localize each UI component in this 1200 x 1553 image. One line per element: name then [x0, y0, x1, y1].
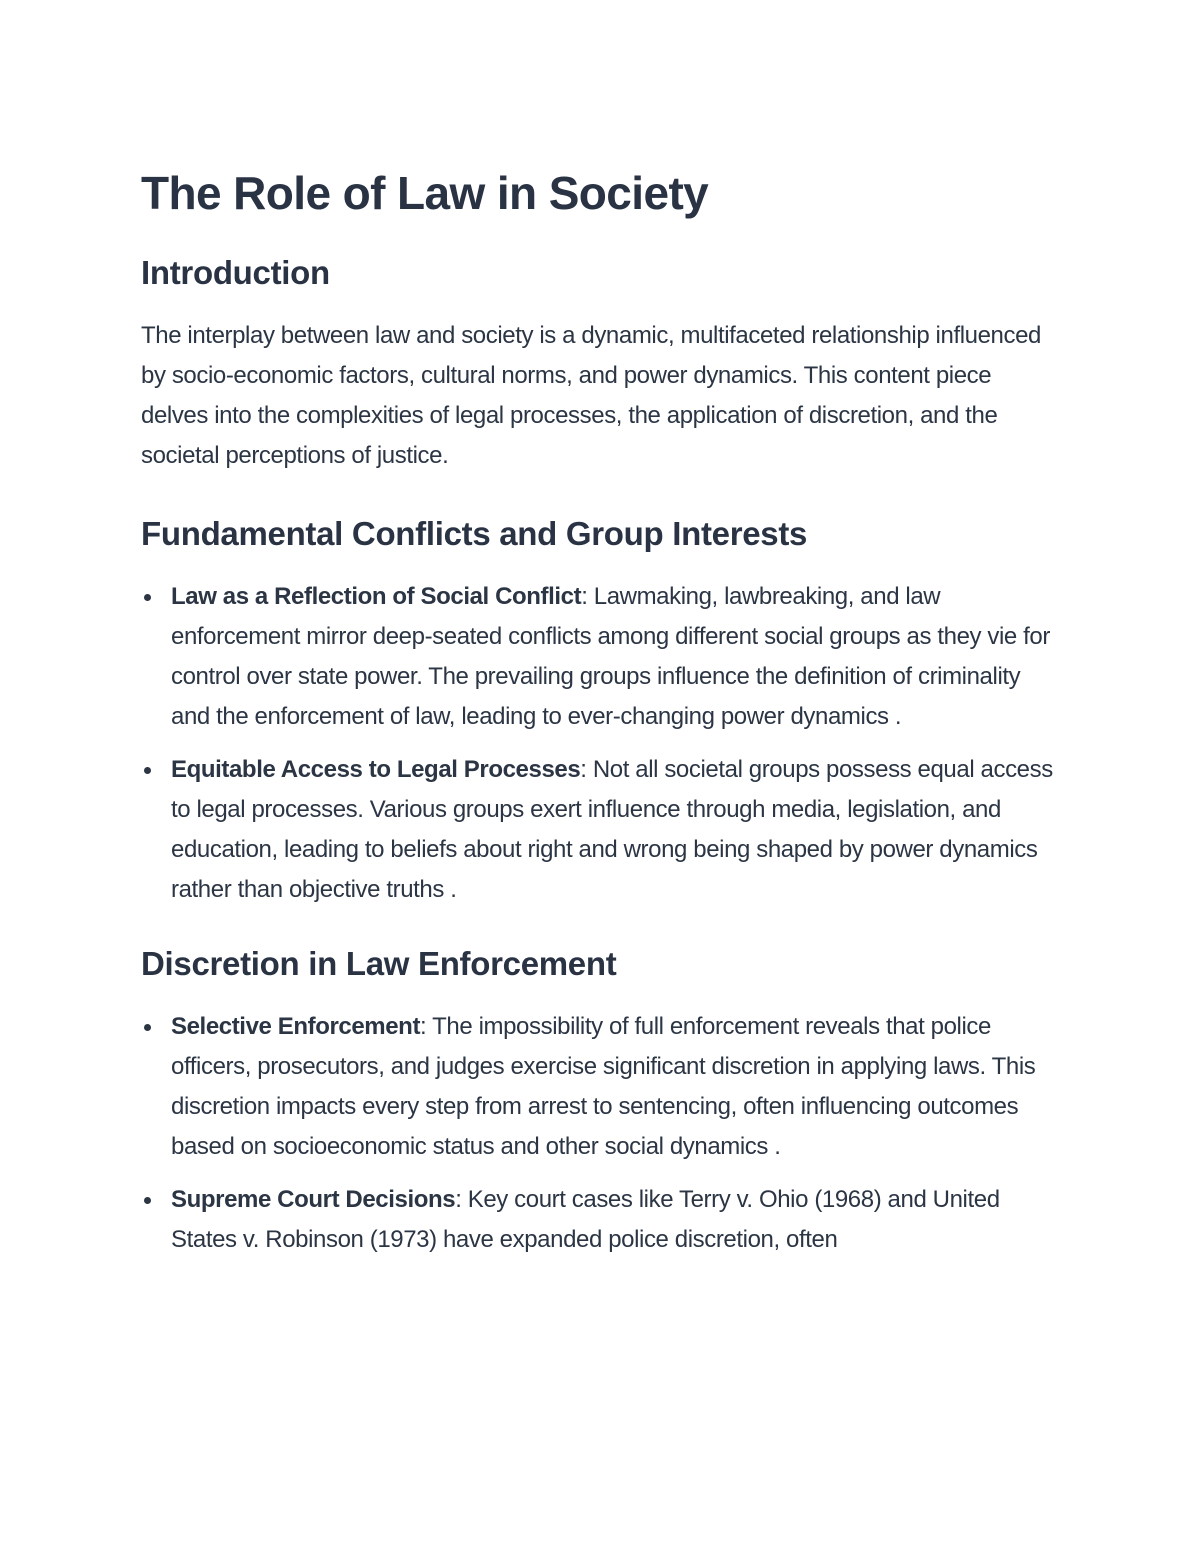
list-item-term: Law as a Reflection of Social Conflict [171, 583, 582, 610]
discretion-list [141, 1007, 1061, 1260]
bullet-icon [144, 1024, 151, 1031]
bullet-icon [144, 594, 151, 601]
list-item-text: : Lawmaking, lawbreaking, and law enforcement mirror deep-seated conflicts among different social groups as they vie for control over state power. The prevailing groups influence the definition of criminality and the enforcement of law, leading to ever-changing power dynamics . [171, 583, 1050, 730]
document-page [141, 160, 1061, 1260]
list-item-term: Selective Enforcement [171, 1013, 421, 1040]
intro-heading: Introduction [141, 254, 330, 291]
list-item [141, 1007, 1061, 1167]
list-item-term: Supreme Court Decisions [171, 1186, 456, 1213]
list-item [141, 577, 1061, 737]
bullet-icon [144, 1197, 151, 1204]
list-item [141, 750, 1061, 910]
list-item [141, 1180, 1061, 1260]
bullet-icon [144, 767, 151, 774]
section-heading-conflicts: Fundamental Conflicts and Group Interests [141, 515, 808, 552]
page-title: The Role of Law in Society [141, 167, 709, 219]
list-item-text: : The impossibility of full enforcement reveals that police officers, prosecutors, and judges exercise significant discretion in applying laws. This discretion impacts every step from arrest to sentencing, often influencing outcomes based on socioeconomic status and other social dynamics . [171, 1013, 1036, 1160]
list-item-text: : Key court cases like Terry v. Ohio (1968) and United States v. Robinson (1973) have expanded police discretion, often [171, 1186, 1000, 1253]
list-item-term: Equitable Access to Legal Processes [171, 756, 581, 783]
section-heading-discretion: Discretion in Law Enforcement [141, 945, 617, 982]
conflicts-list [141, 577, 1061, 910]
intro-paragraph: The interplay between law and society is a dynamic, multifaceted relationship influenced by socio-economic factors, cultural norms, and power dynamics. This content piece delves into the complexities of legal processes, the application of discretion, and the societal perceptions of justice. [141, 322, 1041, 469]
list-item-text: : Not all societal groups possess equal access to legal processes. Various groups exert influence through media, legislation, and education, leading to beliefs about right and wrong being shaped by power dynamics rather than objective truths . [171, 756, 1053, 903]
